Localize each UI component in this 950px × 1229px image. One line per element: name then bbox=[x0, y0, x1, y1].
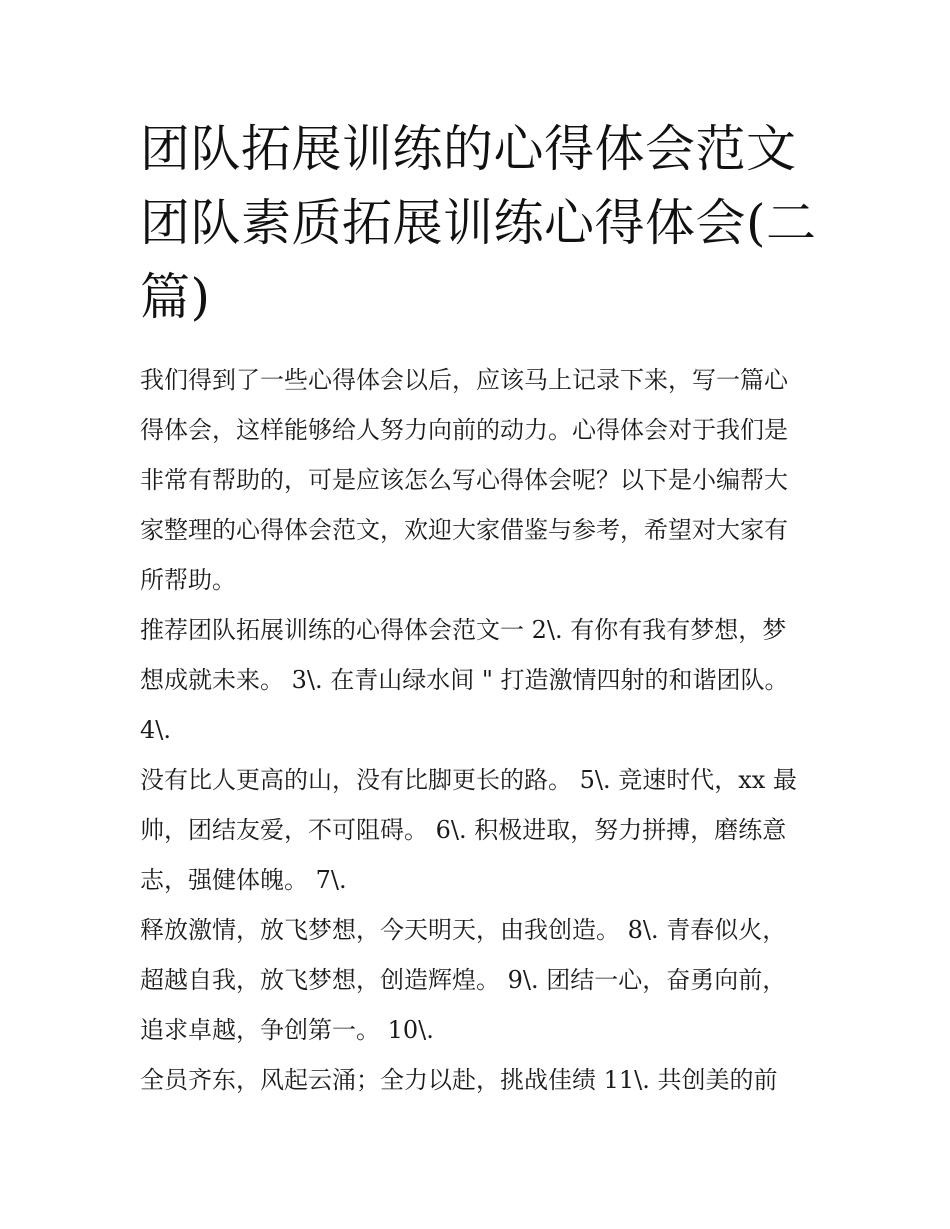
body-paragraph bbox=[140, 1055, 820, 1105]
title-line: 团队拓展训练的心得体会范文 bbox=[140, 120, 797, 178]
body-paragraph bbox=[140, 755, 820, 905]
text-line: 超越自我，放飞梦想，创造辉煌。 9\. 团结一心，奋勇向前， bbox=[140, 966, 787, 994]
text-line: 没有比人更高的山，没有比脚更长的路。 5\. 竞速时代，xx 最 bbox=[140, 766, 797, 794]
title-line: 团队素质拓展训练心得体会(二 bbox=[140, 194, 817, 252]
text-line: 帅，团结友爱，不可阻碍。 6\. 积极进取，努力拼搏，磨练意 bbox=[140, 816, 787, 844]
text-line: 4\. bbox=[140, 716, 171, 744]
text-line: 非常有帮助的，可是应该怎么写心得体会呢？以下是小编帮大 bbox=[140, 466, 788, 494]
text-line: 我们得到了一些心得体会以后，应该马上记录下来，写一篇心 bbox=[140, 366, 788, 394]
text-line: 追求卓越，争创第一。 10\. bbox=[140, 1016, 434, 1044]
text-line: 全员齐东，风起云涌；全力以赴，挑战佳绩 11\. 共创美的前 bbox=[140, 1066, 778, 1094]
document-body bbox=[140, 355, 820, 1105]
text-line: 家整理的心得体会范文，欢迎大家借鉴与参考，希望对大家有 bbox=[140, 516, 788, 544]
text-line: 得体会，这样能够给人努力向前的动力。心得体会对于我们是 bbox=[140, 416, 788, 444]
body-paragraph bbox=[140, 905, 820, 1055]
title-line: 篇) bbox=[140, 268, 211, 326]
text-line: 想成就未来。 3\. 在青山绿水间 " 打造激情四射的和谐团队。 bbox=[140, 666, 789, 694]
text-line: 释放激情，放飞梦想，今天明天，由我创造。 8\. 青春似火， bbox=[140, 916, 787, 944]
intro-paragraph bbox=[140, 355, 820, 605]
document-title bbox=[140, 112, 820, 334]
text-line: 推荐团队拓展训练的心得体会范文一 2\. 有你有我有梦想，梦 bbox=[140, 616, 787, 644]
body-paragraph bbox=[140, 605, 820, 755]
text-line: 志，强健体魄。 7\. bbox=[140, 866, 347, 894]
text-line: 所帮助。 bbox=[140, 566, 236, 594]
